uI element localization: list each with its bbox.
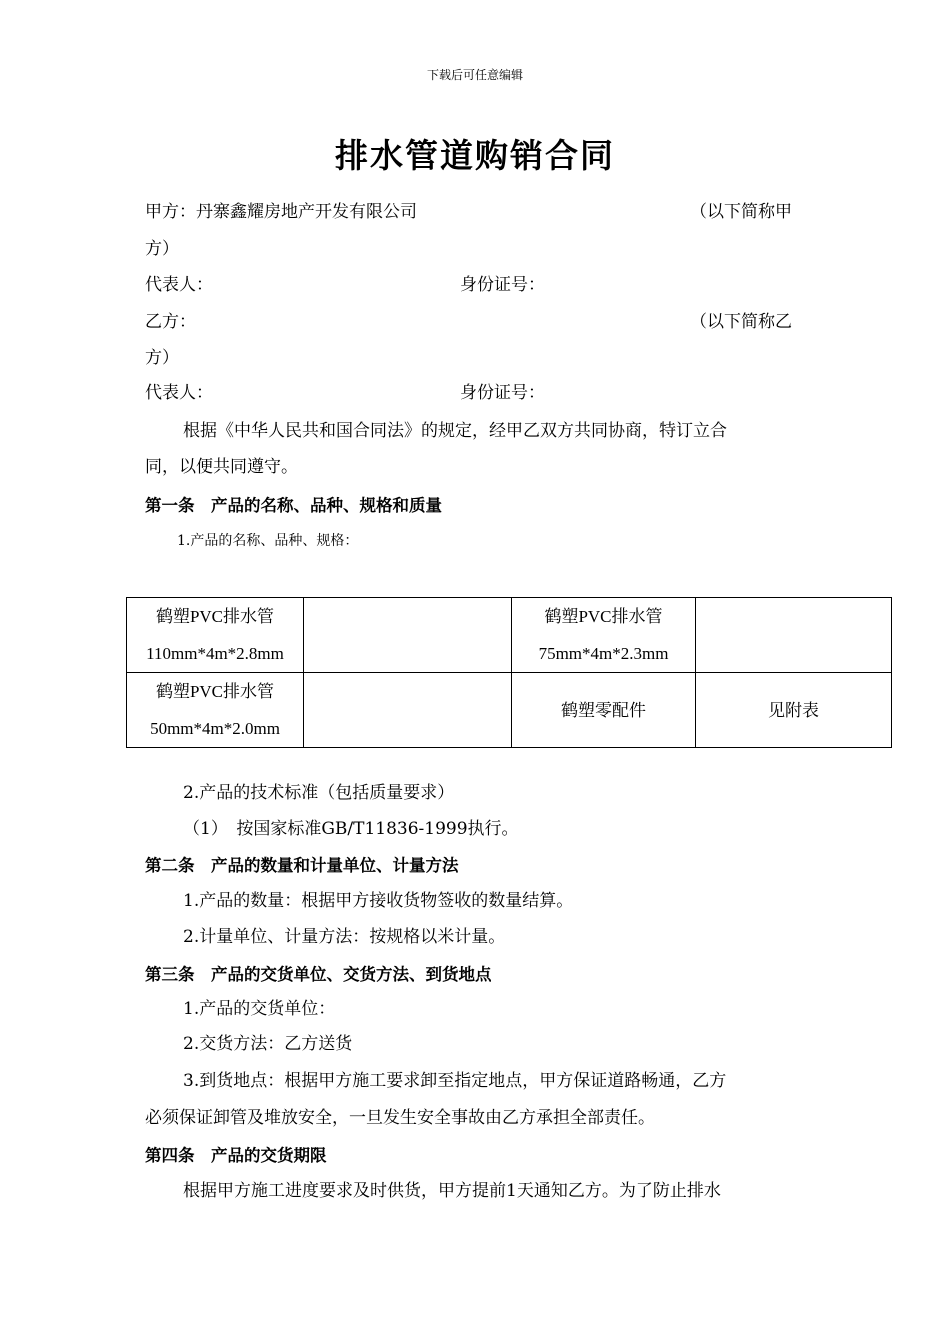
article-1-item-2-sub: （1） 按国家标准GB/T11836-1999执行。 (183, 819, 519, 839)
party-b-representative: 代表人： (145, 383, 213, 403)
party-a-representative: 代表人： (145, 275, 213, 295)
party-b-abbr-cont: 方） (145, 348, 179, 368)
party-a-abbr-cont: 方） (145, 239, 179, 259)
table-row (127, 598, 892, 673)
table-cell (304, 598, 512, 673)
article-3-item-3-line-2: 必须保证卸管及堆放安全，一旦发生安全事故由乙方承担全部责任。 (145, 1108, 655, 1128)
table-cell: 鹤塑PVC排水管 50mm*4m*2.0mm (127, 673, 304, 748)
header-note: 下载后可任意编辑 (426, 68, 523, 82)
product-spec-table (126, 597, 892, 748)
contract-title: 排水管道购销合同 (335, 136, 615, 175)
article-4-line-1: 根据甲方施工进度要求及时供货，甲方提前1天通知乙方。为了防止排水 (183, 1181, 721, 1201)
party-a-abbr: （以下简称甲 (690, 202, 792, 222)
article-3-item-3-line-1: 3.到货地点：根据甲方施工要求卸至指定地点，甲方保证道路畅通，乙方 (183, 1071, 727, 1091)
party-b-id-number: 身份证号： (460, 383, 545, 403)
article-1-heading: 第一条 产品的名称、品种、规格和质量 (145, 496, 442, 515)
article-4-heading: 第四条 产品的交货期限 (145, 1146, 327, 1165)
article-3-item-1: 1.产品的交货单位： (183, 999, 336, 1019)
article-1-item-2: 2.产品的技术标准（包括质量要求） (183, 783, 455, 803)
table-cell (304, 673, 512, 748)
article-2-item-2: 2.计量单位、计量方法：按规格以米计量。 (183, 927, 506, 947)
table-cell: 鹤塑零配件 (512, 673, 696, 748)
party-a-id-number: 身份证号： (460, 275, 545, 295)
article-2-heading: 第二条 产品的数量和计量单位、计量方法 (145, 856, 459, 875)
table-cell (696, 598, 892, 673)
preamble-line-2: 同，以便共同遵守。 (145, 457, 298, 477)
preamble-line-1: 根据《中华人民共和国合同法》的规定，经甲乙双方共同协商，特订立合 (183, 421, 727, 441)
article-3-item-2: 2.交货方法：乙方送货 (183, 1034, 353, 1054)
party-b-abbr: （以下简称乙 (690, 312, 792, 332)
table-cell: 鹤塑PVC排水管 110mm*4m*2.8mm (127, 598, 304, 673)
party-a-name: 甲方：丹寨鑫耀房地产开发有限公司 (145, 202, 417, 222)
article-3-heading: 第三条 产品的交货单位、交货方法、到货地点 (145, 965, 492, 984)
table-cell: 鹤塑PVC排水管 75mm*4m*2.3mm (512, 598, 696, 673)
table-cell: 见附表 (696, 673, 892, 748)
article-2-item-1: 1.产品的数量：根据甲方接收货物签收的数量结算。 (183, 891, 574, 911)
table-row (127, 673, 892, 748)
party-b-name: 乙方： (145, 312, 196, 332)
article-1-item-1: 1.产品的名称、品种、规格： (177, 533, 359, 549)
